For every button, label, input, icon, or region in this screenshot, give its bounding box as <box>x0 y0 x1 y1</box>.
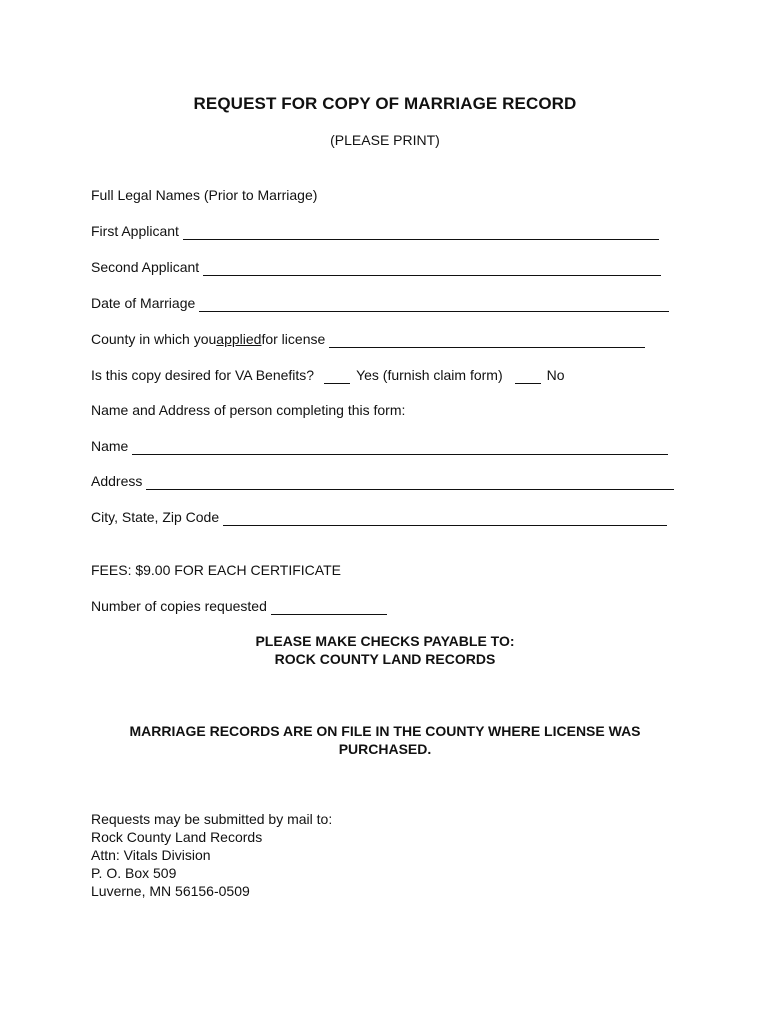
county-label-underlined: applied <box>216 331 262 347</box>
first-applicant-row <box>91 222 659 240</box>
requester-section-label: Name and Address of person completing this form: <box>91 402 406 418</box>
mailing-line-3: P. O. Box 509 <box>91 865 177 881</box>
mailing-line-4: Luverne, MN 56156-0509 <box>91 883 250 899</box>
requester-address-field[interactable] <box>146 475 674 490</box>
copies-row <box>91 597 387 615</box>
date-of-marriage-label: Date of Marriage <box>91 295 196 311</box>
form-title: REQUEST FOR COPY OF MARRIAGE RECORD <box>193 94 577 113</box>
county-field[interactable] <box>329 333 645 348</box>
notice-line-2: PURCHASED. <box>338 741 432 757</box>
first-applicant-field[interactable] <box>183 225 659 240</box>
requester-name-field[interactable] <box>132 440 668 455</box>
payable-line-1: PLEASE MAKE CHECKS PAYABLE TO: <box>255 633 515 649</box>
requester-address-row <box>91 472 674 490</box>
va-yes-label: Yes (furnish claim form) <box>356 367 503 383</box>
requester-city-row <box>91 508 667 526</box>
mailing-intro: Requests may be submitted by mail to: <box>91 811 333 827</box>
va-benefits-question: Is this copy desired for VA Benefits? <box>91 367 315 383</box>
date-of-marriage-row <box>91 294 669 312</box>
mailing-address-block <box>91 810 332 900</box>
requester-address-label: Address <box>91 473 143 489</box>
second-applicant-row <box>91 258 661 276</box>
va-no-label: No <box>546 367 565 383</box>
county-label-suffix: for license <box>261 331 326 347</box>
copies-field[interactable] <box>271 600 387 615</box>
date-of-marriage-field[interactable] <box>199 297 669 312</box>
county-row <box>91 330 645 348</box>
first-applicant-label: First Applicant <box>91 223 179 239</box>
notice-line-1: MARRIAGE RECORDS ARE ON FILE IN THE COUNTY WHERE LICENSE WAS <box>129 723 641 739</box>
second-applicant-field[interactable] <box>203 261 661 276</box>
requester-city-field[interactable] <box>223 511 667 526</box>
mailing-line-1: Rock County Land Records <box>91 829 263 845</box>
payable-line-2: ROCK COUNTY LAND RECORDS <box>274 651 496 667</box>
applicants-section-label: Full Legal Names (Prior to Marriage) <box>91 187 318 203</box>
mailing-line-2: Attn: Vitals Division <box>91 847 211 863</box>
county-label-prefix: County in which you <box>91 331 217 347</box>
second-applicant-label: Second Applicant <box>91 259 200 275</box>
va-benefits-row <box>91 366 565 384</box>
copies-label: Number of copies requested <box>91 598 267 614</box>
va-yes-blank[interactable] <box>324 369 350 384</box>
fees-text: FEES: $9.00 FOR EACH CERTIFICATE <box>91 562 341 578</box>
requester-city-label: City, State, Zip Code <box>91 509 220 525</box>
requester-name-label: Name <box>91 438 129 454</box>
form-subtitle: (PLEASE PRINT) <box>330 132 440 148</box>
va-no-blank[interactable] <box>515 369 541 384</box>
requester-name-row <box>91 437 668 455</box>
